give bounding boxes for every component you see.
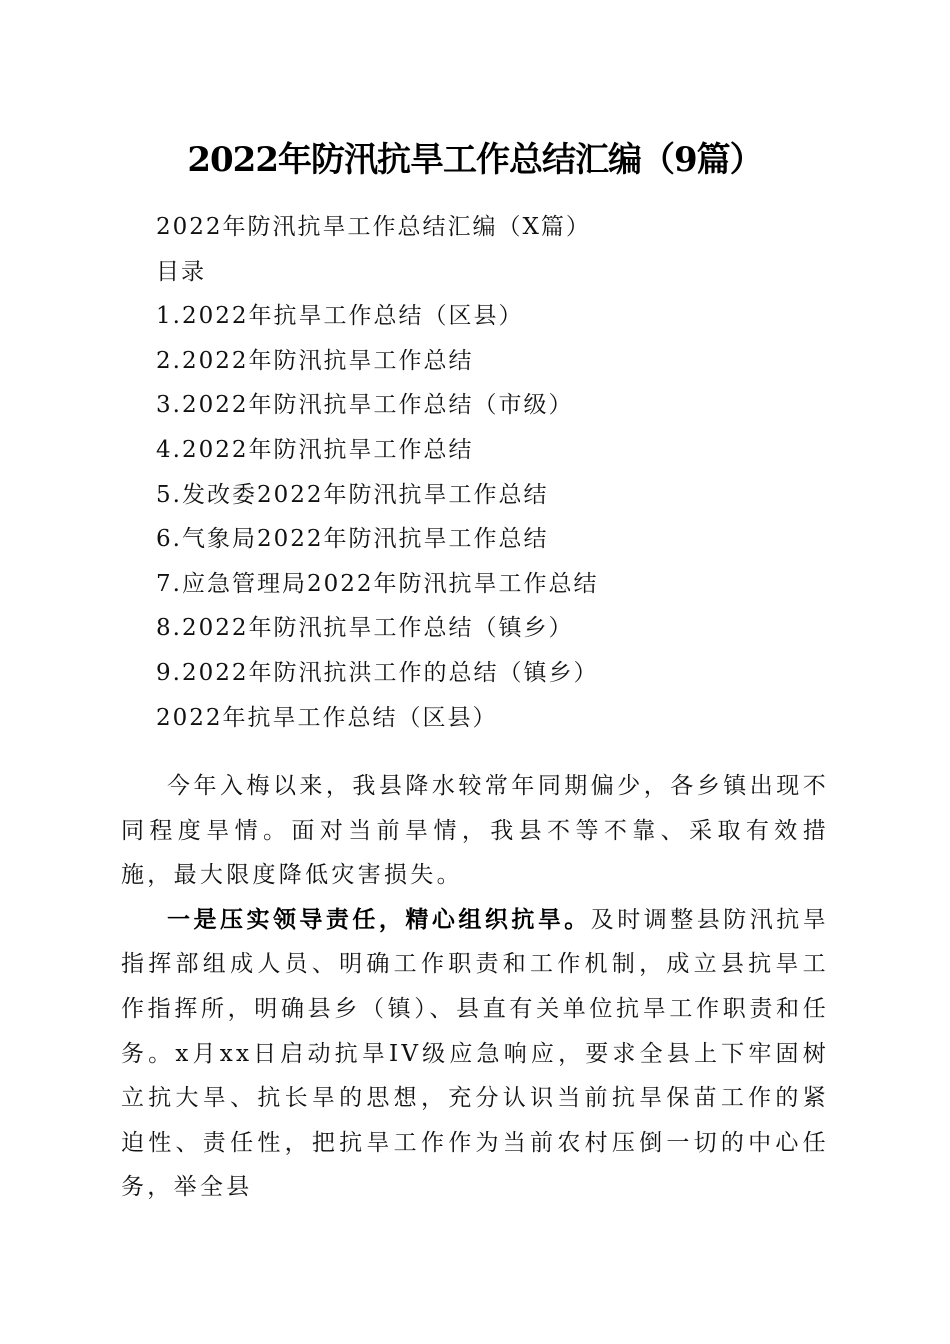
section-heading: 2022年抗旱工作总结（区县） [156, 704, 498, 731]
toc-item: 5.发改委2022年防汛抗旱工作总结 [156, 481, 549, 508]
toc-item: 1.2022年抗旱工作总结（区县） [156, 303, 524, 330]
table-of-contents [156, 205, 836, 740]
toc-item: 9.2022年防汛抗洪工作的总结（镇乡） [156, 659, 599, 686]
document-title: 2022年防汛抗旱工作总结汇编（9篇） [187, 140, 763, 180]
paragraph-text: 及时调整县防汛抗旱指挥部组成人员、明确工作职责和工作机制，成立县抗旱工作指挥所，明确县乡（镇）、县直有关单位抗旱工作职责和任务。x月xx日启动抗旱IV级应急响应，要求全县上下牢固树立抗大旱、抗长旱的思想，充分认识当前抗旱保苗工作的紧迫性、责任性，把抗旱工作作为当前农村压倒一切的中心任务，举全县 [121, 906, 829, 1201]
paragraph-text: 今年入梅以来，我县降水较常年同期偏少，各乡镇出现不同程度旱情。面对当前旱情，我县不等不靠、采取有效措施，最大限度降低灾害损失。 [121, 773, 829, 889]
body-paragraph [121, 898, 829, 1210]
toc-item: 2.2022年防汛抗旱工作总结 [156, 347, 474, 374]
toc-item: 4.2022年防汛抗旱工作总结 [156, 436, 474, 463]
toc-item: 8.2022年防汛抗旱工作总结（镇乡） [156, 615, 574, 642]
toc-item: 6.气象局2022年防汛抗旱工作总结 [156, 526, 549, 553]
compilation-subtitle: 2022年防汛抗旱工作总结汇编（X篇） [156, 214, 591, 240]
document-body [121, 764, 829, 1210]
paragraph-lead-bold: 一是压实领导责任，精心组织抗旱。 [167, 905, 591, 933]
toc-item: 7.应急管理局2022年防汛抗旱工作总结 [156, 570, 599, 597]
toc-heading: 目录 [156, 258, 206, 285]
toc-item: 3.2022年防汛抗旱工作总结（市级） [156, 392, 574, 419]
body-paragraph [121, 764, 829, 898]
